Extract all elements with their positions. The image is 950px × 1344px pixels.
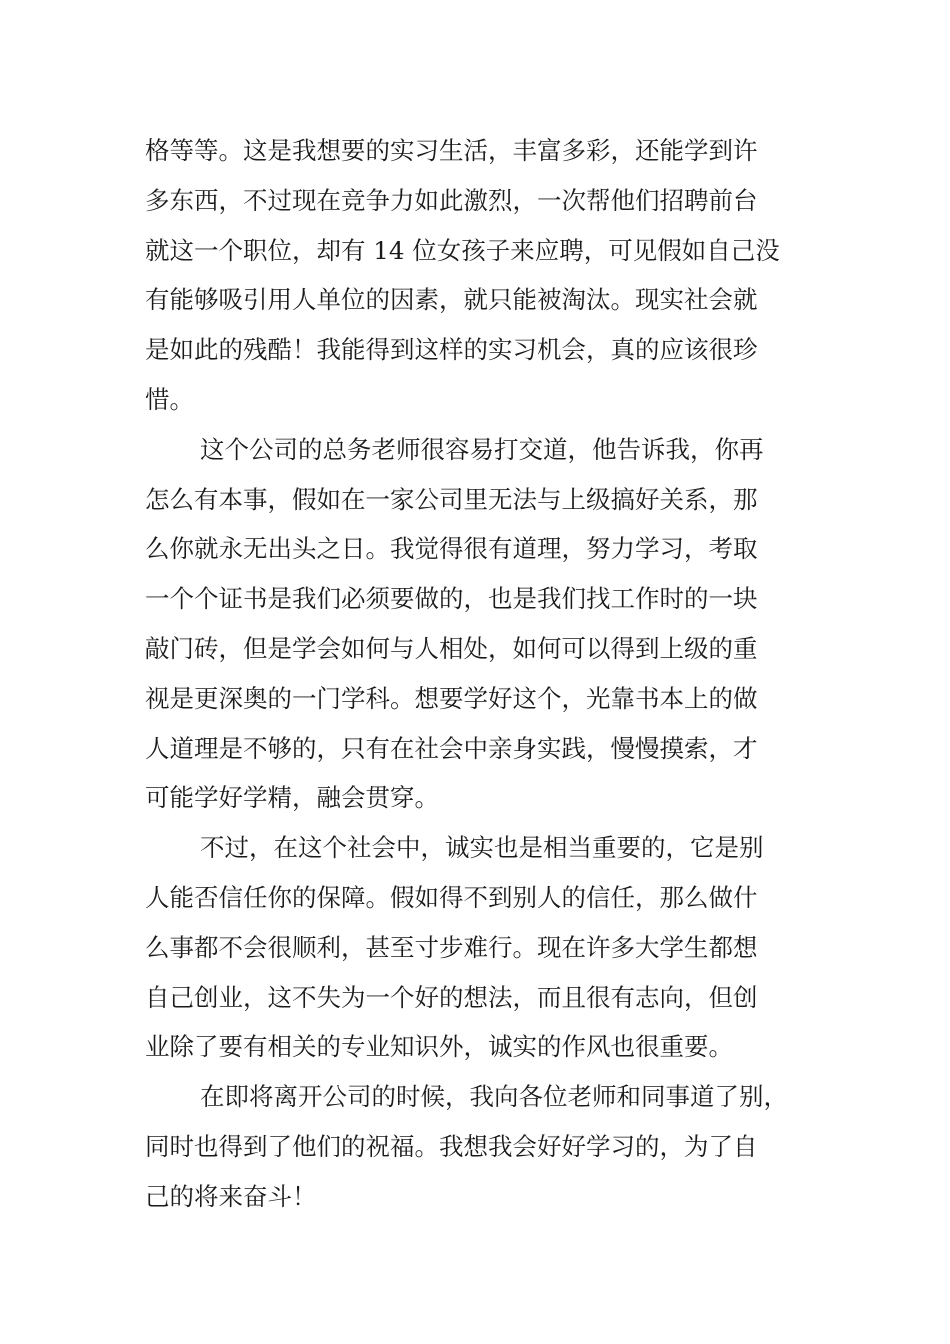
text-line: 业除了要有相关的专业知识外，诚实的作风也很重要。 (145, 1032, 733, 1062)
text-line: 就这一个职位，却有 14 位女孩子来应聘，可见假如自己没 (145, 235, 780, 265)
text-line: 怎么有本事，假如在一家公司里无法与上级搞好关系，那 (145, 484, 758, 514)
text-line: 敲门砖，但是学会如何与人相处，如何可以得到上级的重 (145, 633, 758, 663)
text-line: 格等等。这是我想要的实习生活，丰富多彩，还能学到许 (145, 136, 758, 165)
text-line: 么你就永无出头之日。我觉得很有道理，努力学习，考取 (145, 534, 758, 564)
text-line: 可能学好学精，融会贯穿。 (145, 783, 439, 813)
paragraph-first-line: 这个公司的总务老师很容易打交道，他告诉我，你再 (200, 434, 764, 464)
text-line: 么事都不会很顺利，甚至寸步难行。现在许多大学生都想 (145, 932, 758, 962)
text-line: 同时也得到了他们的祝福。我想我会好好学习的，为了自 (145, 1131, 758, 1161)
text-line: 是如此的残酷！我能得到这样的实习机会，真的应该很珍 (145, 335, 758, 365)
body-text (145, 126, 815, 1222)
text-line: 人道理是不够的，只有在社会中亲身实践，慢慢摸索，才 (145, 733, 758, 763)
text-line: 有能够吸引用人单位的因素，就只能被淘汰。现实社会就 (145, 285, 758, 315)
text-line: 己的将来奋斗！ (145, 1181, 317, 1211)
text-line: 自己创业，这不失为一个好的想法，而且很有志向，但创 (145, 982, 758, 1012)
paragraph-first-line: 不过，在这个社会中，诚实也是相当重要的，它是别 (200, 833, 764, 863)
text-line: 一个个证书是我们必须要做的，也是我们找工作时的一块 (145, 584, 758, 614)
paragraph-first-line: 在即将离开公司的时候，我向各位老师和同事道了别， (200, 1082, 788, 1112)
text-line: 多东西，不过现在竞争力如此激烈，一次帮他们招聘前台 (145, 185, 758, 215)
text-line: 惜。 (145, 384, 194, 414)
text-line: 视是更深奥的一门学科。想要学好这个，光靠书本上的做 (145, 683, 758, 713)
text-line: 人能否信任你的保障。假如得不到别人的信任，那么做什 (145, 882, 758, 912)
